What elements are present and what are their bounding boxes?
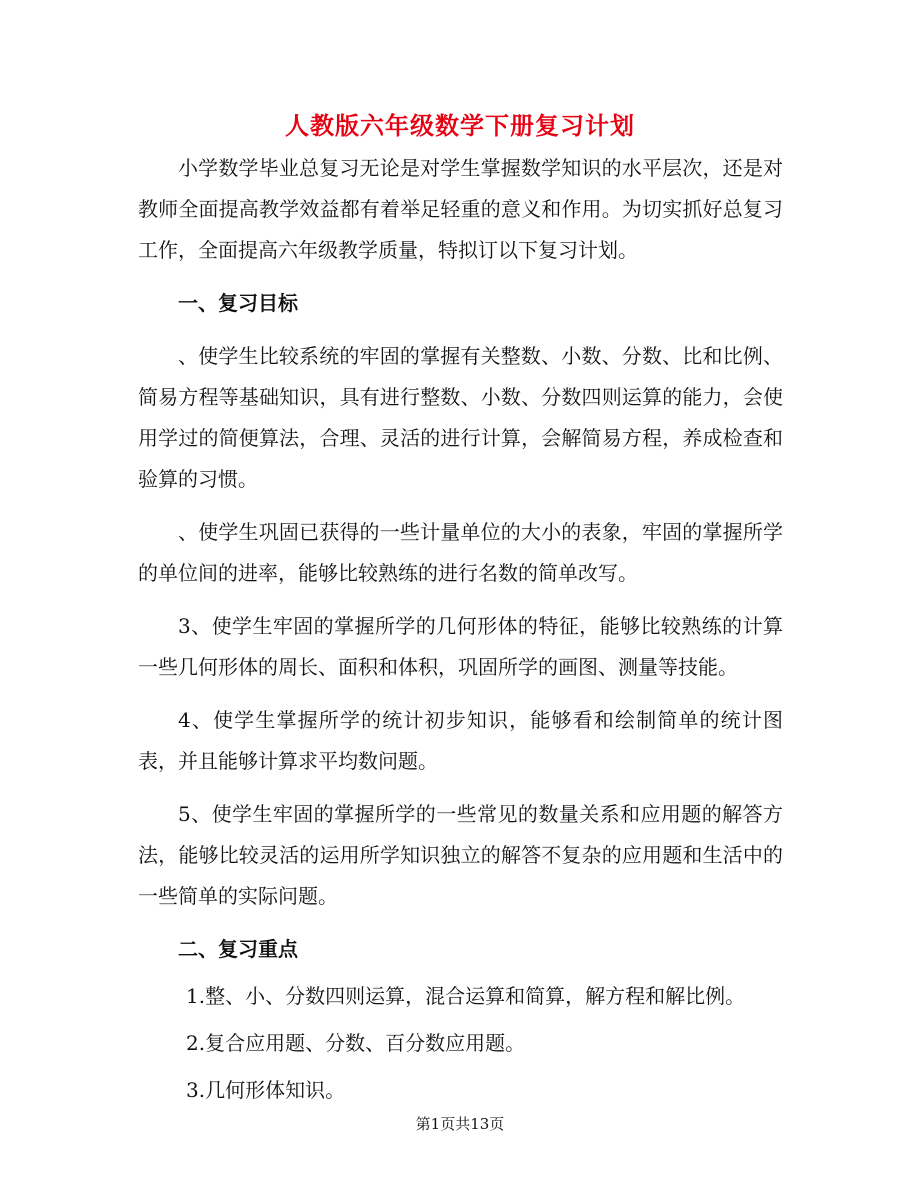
focus-item-3: 3.几何形体知识。 bbox=[186, 1078, 346, 1102]
document-title: 人教版六年级数学下册复习计划 bbox=[285, 111, 635, 140]
focus-item-1: 1.整、小、分数四则运算，混合运算和简算，解方程和解比例。 bbox=[186, 984, 746, 1008]
goal-item-1: 、使学生比较系统的牢固的掌握有关整数、小数、分数、比和比例、简易方程等基础知识，具有进行整数、小数、分数四则运算的能力，会使用学过的简便算法，合理、灵活的进行计算，会解简易方程，养成检查和验算的习惯。 bbox=[138, 344, 783, 491]
section-heading-goals: 一、复习目标 bbox=[178, 291, 298, 315]
document-body bbox=[138, 148, 783, 1111]
goal-item-4: 4、使学生掌握所学的统计初步知识，能够看和绘制简单的统计图表，并且能够计算求平均数问题。 bbox=[138, 708, 783, 773]
intro-paragraph: 小学数学毕业总复习无论是对学生掌握数学知识的水平层次，还是对教师全面提高教学效益都有着举足轻重的意义和作用。为切实抓好总复习工作，全面提高六年级教学质量，特拟订以下复习计划。 bbox=[138, 156, 783, 262]
page-number: 第1页共13页 bbox=[415, 1115, 505, 1133]
section-heading-focus: 二、复习重点 bbox=[178, 937, 298, 961]
goal-item-5: 5、使学生牢固的掌握所学的一些常见的数量关系和应用题的解答方法，能够比较灵活的运用所学知识独立的解答不复杂的应用题和生活中的一些简单的实际问题。 bbox=[138, 802, 783, 908]
focus-item-2: 2.复合应用题、分数、百分数应用题。 bbox=[186, 1031, 526, 1055]
goal-item-3: 3、使学生牢固的掌握所学的几何形体的特征，能够比较熟练的计算一些几何形体的周长、面积和体积，巩固所学的画图、测量等技能。 bbox=[138, 614, 783, 679]
goal-item-2: 、使学生巩固已获得的一些计量单位的大小的表象，牢固的掌握所学的单位间的进率，能够比较熟练的进行名数的简单改写。 bbox=[138, 520, 783, 585]
